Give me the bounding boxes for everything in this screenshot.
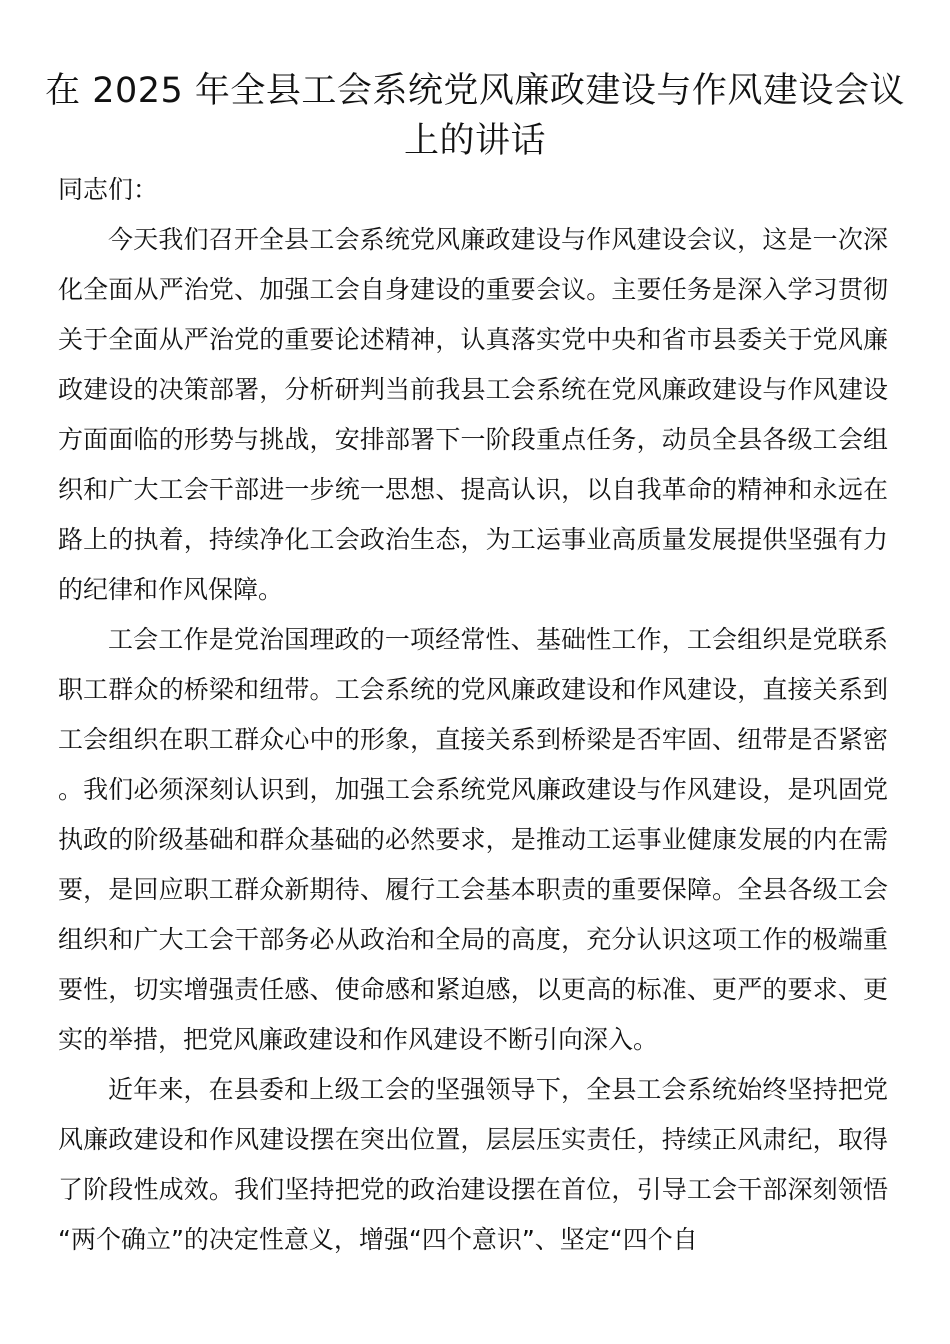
salutation: 同志们： [58, 175, 159, 204]
document-title: 在 2025 年全县工会系统党风廉政建设与作风建设会议上的讲话 [45, 71, 905, 161]
document-body [58, 165, 888, 1265]
paragraph-3: 近年来，在县委和上级工会的坚强领导下，全县工会系统始终坚持把党风廉政建设和作风建设摆在突出位置，层层压实责任，持续正风肃纪，取得了阶段性成效。我们坚持把党的政治建设摆在首位，引导工会干部深刻领悟“两个确立”的决定性意义，增强“四个意识”、坚定“四个自 [58, 1075, 888, 1254]
paragraph-2: 工会工作是党治国理政的一项经常性、基础性工作，工会组织是党联系职工群众的桥梁和纽带。工会系统的党风廉政建设和作风建设，直接关系到工会组织在职工群众心中的形象，直接关系到桥梁是否牢固、纽带是否紧密。我们必须深刻认识到，加强工会系统党风廉政建设与作风建设，是巩固党执政的阶级基础和群众基础的必然要求，是推动工运事业健康发展的内在需要，是回应职工群众新期待、履行工会基本职责的重要保障。全县各级工会组织和广大工会干部务必从政治和全局的高度，充分认识这项工作的极端重要性，切实增强责任感、使命感和紧迫感，以更高的标准、更严的要求、更实的举措，把党风廉政建设和作风建设不断引向深入。 [58, 625, 888, 1054]
paragraph-1: 今天我们召开全县工会系统党风廉政建设与作风建设会议，这是一次深化全面从严治党、加强工会自身建设的重要会议。主要任务是深入学习贯彻关于全面从严治党的重要论述精神，认真落实党中央和省市县委关于党风廉政建设的决策部署，分析研判当前我县工会系统在党风廉政建设与作风建设方面面临的形势与挑战，安排部署下一阶段重点任务，动员全县各级工会组织和广大工会干部进一步统一思想、提高认识，以自我革命的精神和永远在路上的执着，持续净化工会政治生态，为工运事业高质量发展提供坚强有力的纪律和作风保障。 [58, 225, 888, 604]
